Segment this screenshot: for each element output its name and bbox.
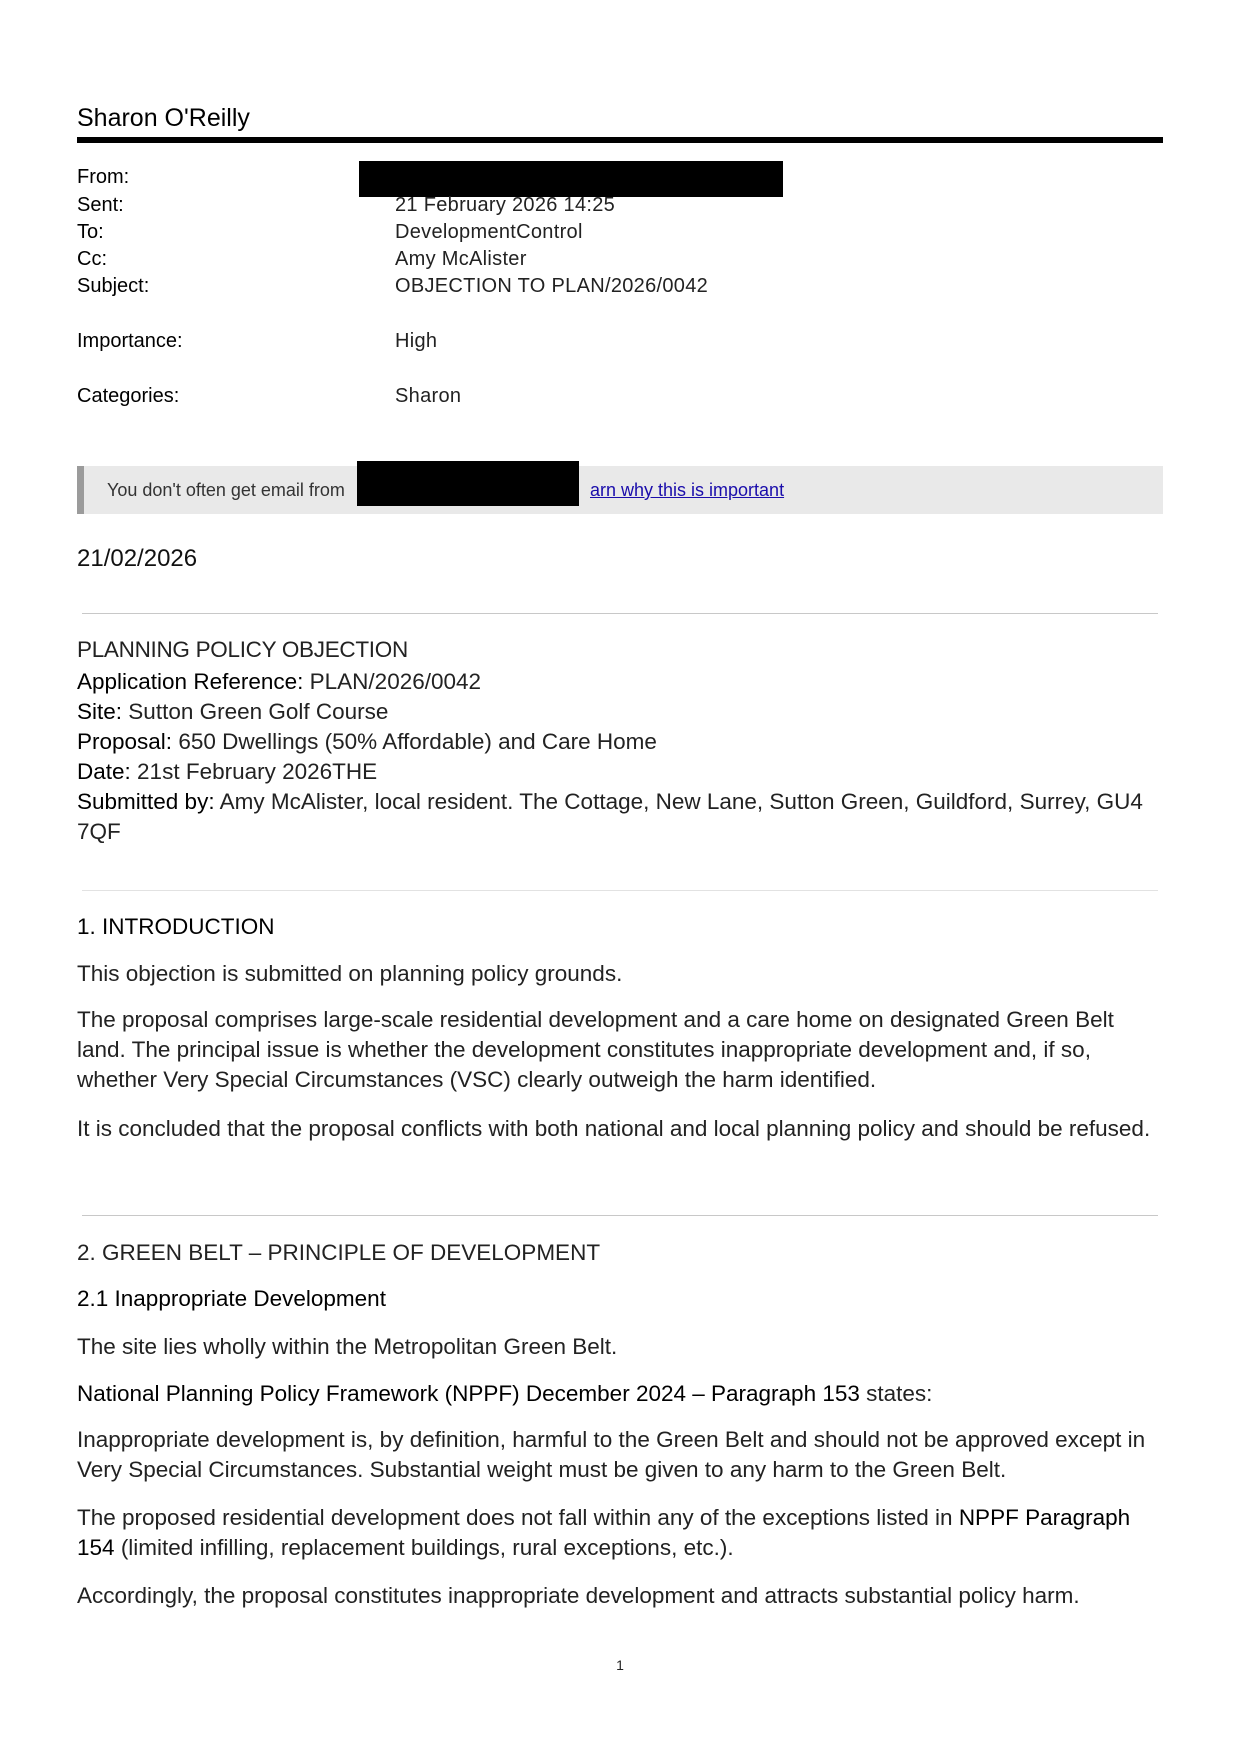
section-2-paragraph-3: Inappropriate development is, by definition, harmful to the Green Belt and should not be approved except in Very Special Circumstances. Substantial weight must be given to any harm to the Green Belt. [77,1427,1146,1482]
from-label: From: [77,166,130,188]
section-2-paragraph-2 [77,1379,1163,1409]
submitted-value: Amy McAlister, local resident. The Cottage, New Lane, Sutton Green, Guildford, Surrey, GU4 7QF [77,789,1143,844]
intro-paragraph-2: The proposal comprises large-scale residential development and a care home on designated Green Belt land. The principal issue is whether the development constitutes inappropriate development and, if so, whether Very Special Circumstances (VSC) clearly outweigh the harm identified. [77,1007,1114,1092]
p4-start: The proposed residential development does not fall within any of the exceptions listed in [77,1505,953,1530]
section-2-paragraph-4 [77,1503,1163,1563]
page-number: 1 [616,1657,624,1673]
proposal-label: Proposal: [77,729,173,754]
intro-heading: 1. INTRODUCTION [77,914,275,939]
nppf-154-reference: NPPF Paragraph 154 [77,1505,1131,1560]
importance-label: Importance: [77,330,183,352]
learn-why-link[interactable]: arn why this is important [590,480,785,500]
proposal-line [77,727,1163,757]
ref-value: PLAN/2026/0042 [309,669,482,694]
date-label: Date: [77,759,131,784]
to-value: DevelopmentControl [395,221,583,243]
site-label: Site: [77,699,123,724]
sent-label: Sent: [77,194,124,216]
section-2-paragraph-1: The site lies wholly within the Metropolitan Green Belt. [77,1334,618,1359]
importance-value: High [395,330,438,352]
submitted-label: Submitted by: [77,789,215,814]
external-sender-banner [77,466,1163,514]
nppf-states: states: [866,1381,933,1406]
redaction-from [359,161,783,197]
intro-paragraph-3: It is concluded that the proposal conflicts with both national and local planning policy and should be refused. [77,1116,1151,1141]
submitted-by-line [77,787,1163,847]
subject-value: OBJECTION TO PLAN/2026/0042 [395,275,709,297]
sent-value: 21 February 2026 14:25 [395,194,616,216]
intro-paragraph-1: This objection is submitted on planning policy grounds. [77,961,623,986]
p4-end: (limited infilling, replacement buildings, rural exceptions, etc.). [120,1535,734,1560]
site-value: Sutton Green Golf Course [128,699,389,724]
letter-date: 21/02/2026 [77,545,198,572]
subject-label: Subject: [77,275,150,297]
site-line [77,697,1163,727]
section-divider [82,613,1158,614]
banner-text: You don't often get email from [107,480,345,500]
mailbox-owner-name: Sharon O'Reilly [77,104,250,132]
cc-label: Cc: [77,248,107,270]
nppf-reference: National Planning Policy Framework (NPPF) December 2024 – Paragraph 153 [77,1381,860,1406]
section-divider [82,890,1158,891]
cc-value: Amy McAlister [395,248,527,270]
date-line [77,757,1163,787]
objection-title: PLANNING POLICY OBJECTION [77,637,408,662]
categories-value: Sharon [395,385,462,407]
owner-divider [77,137,1163,143]
proposal-value: 650 Dwellings (50% Affordable) and Care Home [178,729,657,754]
section-2-1-heading: 2.1 Inappropriate Development [77,1286,386,1311]
date-value: 21st February 2026THE [137,759,378,784]
ref-label: Application Reference: [77,669,304,694]
section-2-heading: 2. GREEN BELT – PRINCIPLE OF DEVELOPMENT [77,1240,601,1265]
section-2-paragraph-5: Accordingly, the proposal constitutes inappropriate development and attracts substantial policy harm. [77,1583,1080,1608]
application-reference [77,667,1163,697]
redaction-sender [357,461,579,506]
section-divider [82,1215,1158,1216]
to-label: To: [77,221,104,243]
categories-label: Categories: [77,385,180,407]
